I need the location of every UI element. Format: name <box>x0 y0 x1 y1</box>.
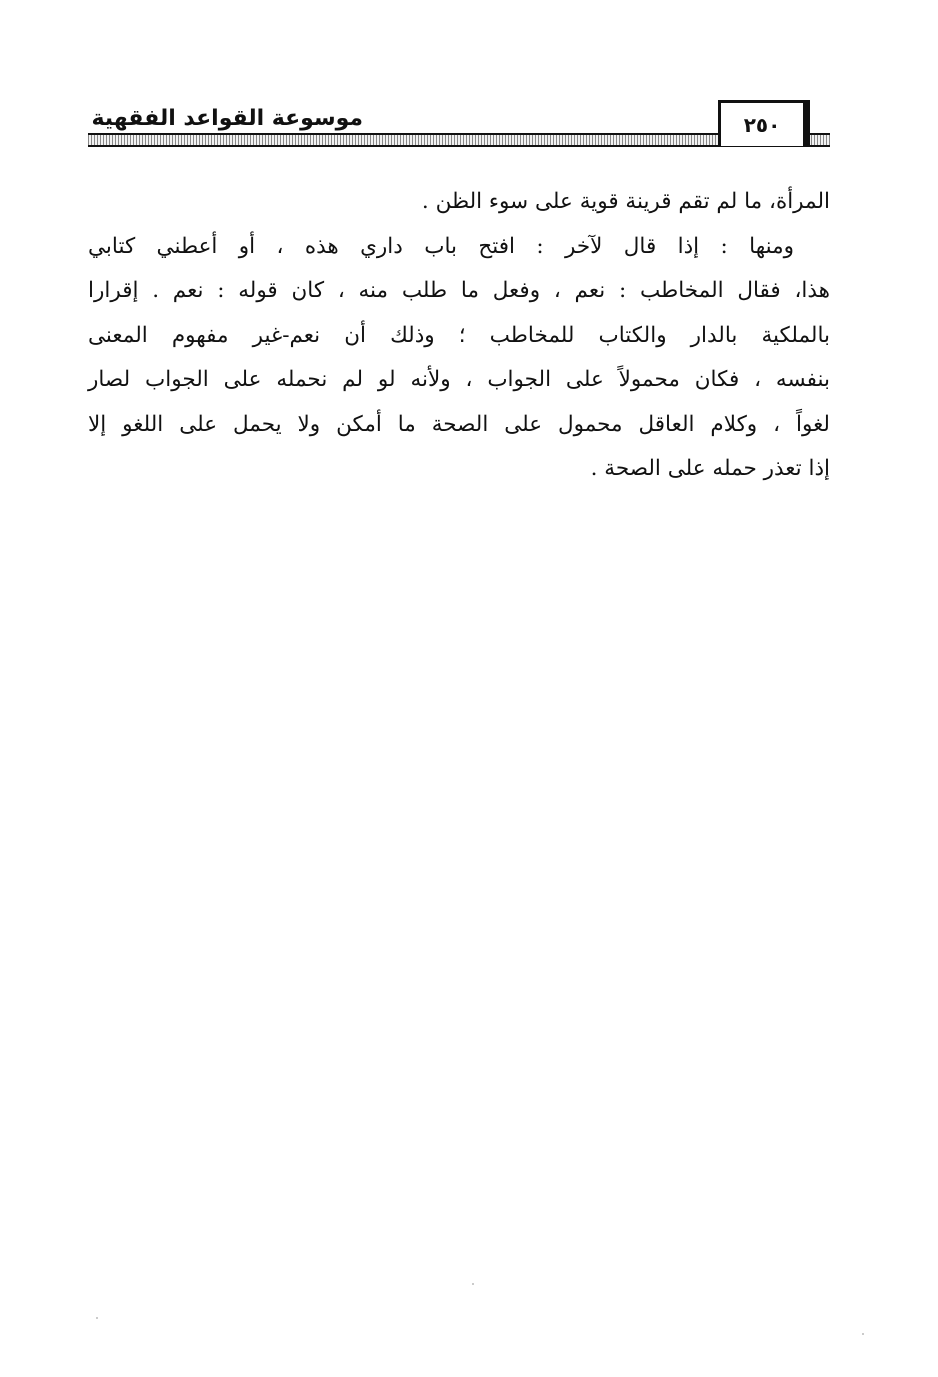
text-line-4: بالملكية بالدار والكتاب للمخاطب ؛ وذلك أن نعم-غير مفهوم المعنى <box>88 322 830 348</box>
text-line-7: إذا تعذر حمله على الصحة . <box>590 456 830 481</box>
scan-speck <box>472 1283 474 1285</box>
text-line-2: ومنها : إذا قال لآخر : افتح باب داري هذه ، أو أعطني كتابي <box>88 233 794 259</box>
running-header-title: موسوعة القواعد الفقهية <box>91 106 363 131</box>
text-line-6: لغواً ، وكلام العاقل محمول على الصحة ما أمكن ولا يحمل على اللغو إلا <box>88 411 830 437</box>
page-number-box <box>718 100 806 146</box>
scan-speck <box>96 1317 98 1319</box>
text-line-1: المرأة، ما لم تقم قرينة قوية على سوء الظن . <box>421 189 830 214</box>
text-line-5: بنفسه ، فكان محمولاً على الجواب ، ولأنه لو لم نحمله على الجواب لصار <box>88 367 830 392</box>
scan-speck <box>862 1333 864 1335</box>
text-line-3: هذا، فقال المخاطب : نعم ، وفعل ما طلب منه ، كان قوله : نعم . إقرارا <box>88 278 830 303</box>
body-text <box>88 180 830 492</box>
page-number: ٢٥٠ <box>743 113 781 137</box>
